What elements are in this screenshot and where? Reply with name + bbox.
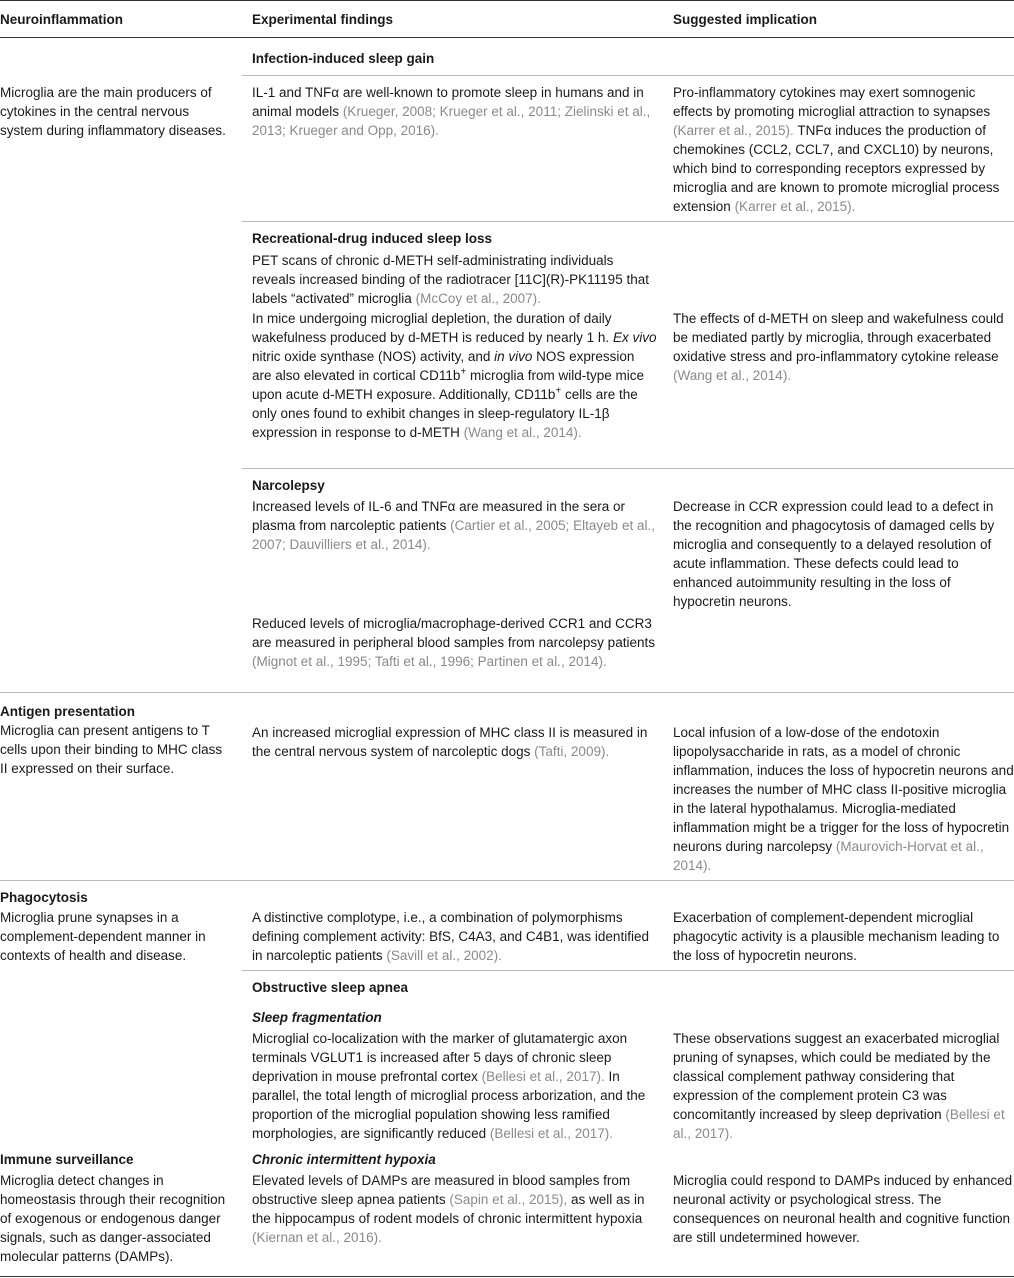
cell-text: Microglia detect changes in homeostasis through their recognition of exogenous or endogenous danger signals, such as danger-associated molecular patterns (DAMPs). xyxy=(0,1173,226,1264)
implication-antigen xyxy=(673,723,1014,875)
cell-text: as well as in the hippocampus of rodent models of chronic intermittent hypoxia xyxy=(252,1192,645,1226)
finding-narcolepsy-ccr xyxy=(252,614,657,671)
cell-text: Elevated levels of DAMPs are measured in blood samples from obstructive sleep apnea patients xyxy=(252,1173,631,1207)
subsection-title-hypoxia: Chronic intermittent hypoxia xyxy=(252,1152,436,1167)
italic-text: in vivo xyxy=(494,349,533,364)
column-header-neuroinflammation: Neuroinflammation xyxy=(0,12,124,27)
cell-text: Decrease in CCR expression could lead to a defect in the recognition and phagocytosis of damaged cells by microglia and consequently to a delayed resolution of acute inflammation. These defects could lead to enhanced autoimmunity resulting in the loss of hypocretin neurons. xyxy=(673,499,995,609)
section-title-drug: Recreational-drug induced sleep loss xyxy=(252,231,493,246)
divider xyxy=(242,468,1014,469)
implication-narcolepsy xyxy=(673,497,1014,611)
section-title-antigen: Antigen presentation xyxy=(0,704,136,719)
implication-infection xyxy=(673,83,1014,216)
finding-narcolepsy-cytokines xyxy=(252,497,657,554)
cell-text: Microglia can present antigens to T cells upon their binding to MHC class II expressed on their surface. xyxy=(0,723,223,776)
citation: (Maurovich-Horvat et al., 2014). xyxy=(673,839,984,873)
finding-infection xyxy=(252,83,657,140)
citation: (Tafti, 2009). xyxy=(534,744,610,759)
column-header-findings: Experimental findings xyxy=(252,12,394,27)
cell-text: Microglial co-localization with the marker of glutamatergic axon terminals VGLUT1 is increased after 5 days of chronic sleep deprivation in mouse prefrontal cortex xyxy=(252,1031,628,1084)
divider xyxy=(0,692,1014,693)
citation: (Bellesi et al., 2017). xyxy=(481,1069,605,1084)
section-title-osa: Obstructive sleep apnea xyxy=(252,980,409,995)
citation: (Sapin et al., 2015), xyxy=(449,1192,568,1207)
cell-text: Pro-inflammatory cytokines may exert somnogenic effects by promoting microglial attraction to synapses xyxy=(673,85,991,119)
finding-antigen xyxy=(252,723,657,761)
cell-text: In mice undergoing microglial depletion, the duration of daily wakefulness produced by d-METH is reduced by nearly 1 h. xyxy=(252,311,612,345)
citation: (Cartier et al., 2005; Eltayeb et al., 2007; Dauvilliers et al., 2014). xyxy=(252,518,655,552)
section-title-narcolepsy: Narcolepsy xyxy=(252,478,325,493)
citation: (Karrer et al., 2015). xyxy=(734,199,856,214)
citation: (Krueger, 2008; Krueger et al., 2011; Zielinski et al., 2013; Krueger and Opp, 2016). xyxy=(252,104,651,138)
header-rule xyxy=(0,37,1014,38)
finding-drug-pet xyxy=(252,251,657,308)
immune-text xyxy=(0,1171,232,1266)
implication-drug xyxy=(673,309,1014,385)
citation: (Kiernan et al., 2016). xyxy=(252,1230,382,1245)
section-title-infection: Infection-induced sleep gain xyxy=(252,51,435,66)
citation: (Karrer et al., 2015). xyxy=(673,123,794,138)
divider xyxy=(242,75,1014,76)
finding-fragmentation xyxy=(252,1029,657,1143)
cell-text: Microglia could respond to DAMPs induced by enhanced neuronal activity or psychological stress. The consequences on neuronal health and cognitive function are still undetermined however. xyxy=(673,1173,1013,1245)
column-header-implication: Suggested implication xyxy=(673,12,818,27)
cell-text: These observations suggest an exacerbated microglial pruning of synapses, which could be mediated by the classical complement pathway considering that expression of the complement protein C3 was concomitantly increased by sleep deprivation xyxy=(673,1031,1000,1122)
implication-phagocytosis xyxy=(673,908,1014,965)
citation: (McCoy et al., 2007). xyxy=(415,291,541,306)
implication-fragmentation xyxy=(673,1029,1014,1143)
cell-text: PET scans of chronic d-METH self-administrating individuals reveals increased binding of the radiotracer [11C](R)-PK11195 that labels “activated” microglia xyxy=(252,253,649,306)
cell-text: cells are the only ones found to exhibit changes in sleep-regulatory IL-1β expression in response to d-METH xyxy=(252,387,638,440)
subsection-title-fragmentation: Sleep fragmentation xyxy=(252,1010,382,1025)
superscript: + xyxy=(555,385,562,397)
top-rule xyxy=(0,0,1014,1)
citation: (Bellesi et al., 2017). xyxy=(673,1107,1005,1141)
cell-text: In parallel, the total length of microglial process arborization, and the proportion of the microglial population showing less ramified morphologies, are significantly reduced xyxy=(252,1069,646,1141)
antigen-text xyxy=(0,721,232,778)
cell-text: Microglia prune synapses in a complement-dependent manner in contexts of health and disease. xyxy=(0,910,206,963)
finding-hypoxia xyxy=(252,1171,657,1247)
citation: (Bellesi et al., 2017). xyxy=(489,1126,613,1141)
cell-text: A distinctive complotype, i.e., a combination of polymorphisms defining complement activity: BfS, C4A3, and C4B1, was identified in narcoleptic patients xyxy=(252,910,649,963)
cell-text: Local infusion of a low-dose of the endotoxin lipopolysaccharide in rats, as a model of chronic inflammation, induces the loss of hypocretin neurons and increases the number of MHC class II-positive microglia in the lateral hypothalamus. Microglia-mediated inflammation might be a trigger for the loss of hypocretin neurons during narcolepsy xyxy=(673,725,1014,854)
divider xyxy=(242,970,1014,971)
section-title-immune: Immune surveillance xyxy=(0,1152,134,1167)
citation: (Savill et al., 2002). xyxy=(386,948,502,963)
superscript: + xyxy=(460,366,467,378)
cell-text: Exacerbation of complement-dependent microglial phagocytic activity is a plausible mechanism leading to the loss of hypocretin neurons. xyxy=(673,910,1000,963)
divider xyxy=(0,880,1014,881)
bottom-rule xyxy=(0,1276,1014,1277)
citation: (Wang et al., 2014). xyxy=(673,368,792,383)
cell-text: nitric oxide synthase (NOS) activity, and xyxy=(252,349,491,364)
cell-text: Microglia are the main producers of cytokines in the central nervous system during inflammatory diseases. xyxy=(0,85,226,138)
cell-text: Reduced levels of microglia/macrophage-derived CCR1 and CCR3 are measured in peripheral blood samples from narcolepsy patients xyxy=(252,616,655,650)
italic-text: Ex vivo xyxy=(612,330,657,345)
section-title-phagocytosis: Phagocytosis xyxy=(0,890,88,905)
cell-text: An increased microglial expression of MHC class II is measured in the central nervous system of narcoleptic dogs xyxy=(252,725,648,759)
cell-text: IL-1 and TNFα are well-known to promote sleep in humans and in animal models xyxy=(252,85,644,119)
cell-text: The effects of d-METH on sleep and wakefulness could be mediated partly by microglia, through exacerbated oxidative stress and pro-inflammatory cytokine release xyxy=(673,311,1004,364)
cell-text: TNFα induces the production of chemokines (CCL2, CCL7, and CXCL10) by neurons, which bind to corresponding receptors expressed by microglia and are known to promote microglial process extension xyxy=(673,123,1000,214)
cell-text: Increased levels of IL-6 and TNFα are measured in the sera or plasma from narcoleptic patients xyxy=(252,499,625,533)
finding-phagocytosis xyxy=(252,908,657,965)
neuroinflammation-text xyxy=(0,83,232,140)
cell-text: microglia from wild-type mice upon acute d-METH exposure. Additionally, CD11b xyxy=(252,368,645,402)
phagocytosis-text xyxy=(0,908,232,965)
divider xyxy=(242,221,1014,222)
cell-text: NOS expression are also elevated in cortical CD11b xyxy=(252,349,635,383)
citation: (Mignot et al., 1995; Tafti et al., 1996; Partinen et al., 2014). xyxy=(252,654,607,669)
implication-hypoxia xyxy=(673,1171,1014,1247)
finding-drug-depletion xyxy=(252,309,657,442)
citation: (Wang et al., 2014). xyxy=(463,425,582,440)
